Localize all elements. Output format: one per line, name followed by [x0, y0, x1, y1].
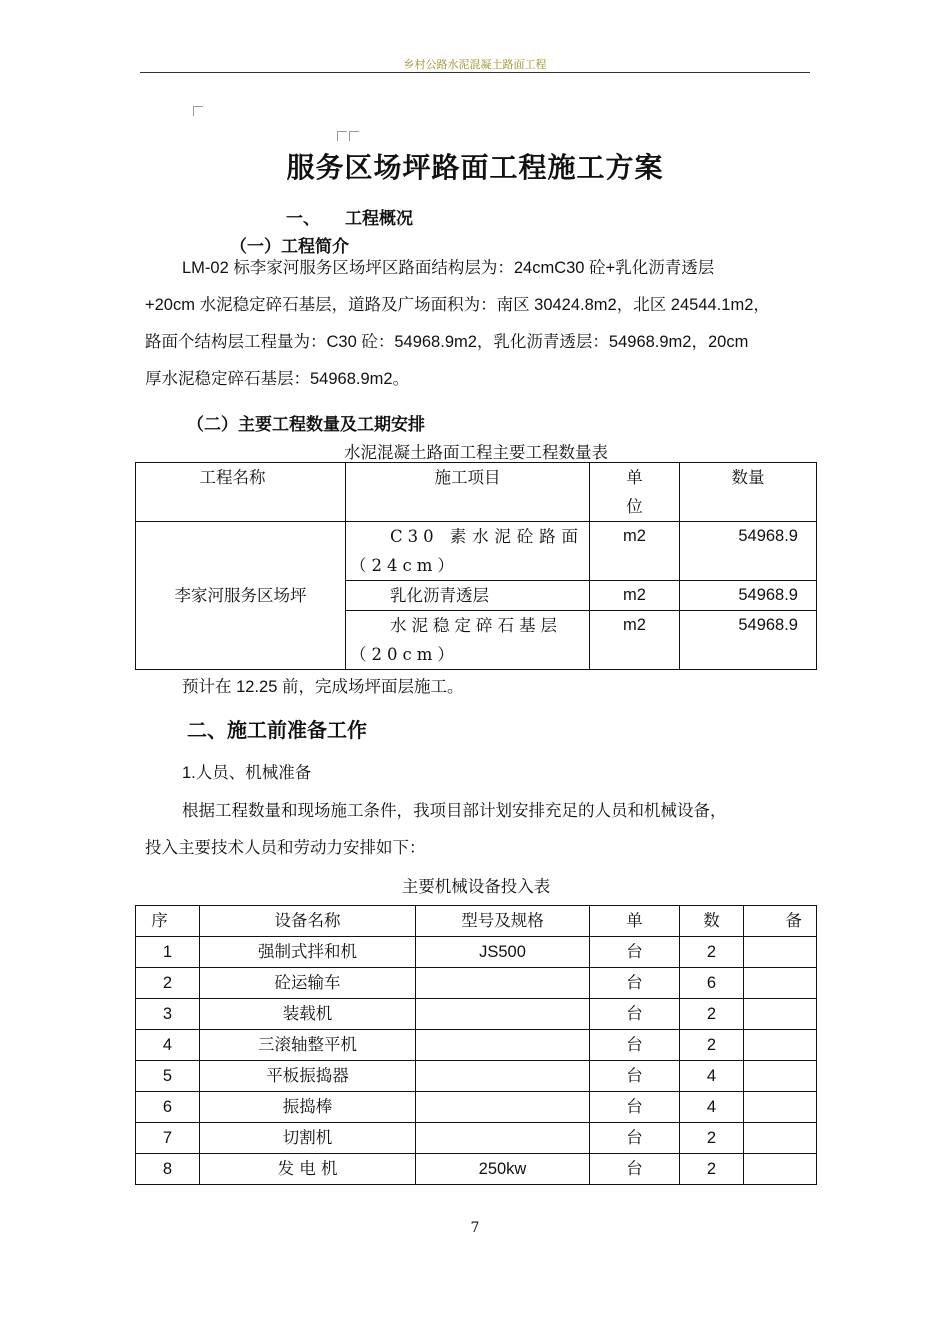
intro-line: 路面个结构层工程量为：C30 砼：54968.9m2，乳化沥青透层：54968.9m2，20cm — [145, 333, 749, 351]
table-row — [136, 1154, 817, 1185]
cell — [744, 999, 817, 1030]
intro-line: +20cm 水泥稳定碎石基层，道路及广场面积为：南区 30424.8m2，北区 24544.1m2， — [145, 296, 770, 314]
cell: 台 — [590, 1061, 680, 1092]
cell — [744, 1123, 817, 1154]
cell: 6 — [680, 968, 744, 999]
paragraph-line: 投入主要技术人员和劳动力安排如下： — [145, 838, 426, 857]
cell — [744, 1092, 817, 1123]
cell: 强制式拌和机 — [200, 937, 416, 968]
table-header-row — [136, 463, 817, 522]
unit-cell: m2 — [590, 611, 680, 670]
corner-mark — [349, 131, 359, 141]
cell — [744, 1030, 817, 1061]
cell: 8 — [136, 1154, 200, 1185]
table-row — [136, 968, 817, 999]
cell: 4 — [680, 1092, 744, 1123]
cell — [744, 937, 817, 968]
item-cell: C30 素水泥砼路面（24cm） — [346, 522, 590, 581]
cell — [416, 1092, 590, 1123]
group-cell: 李家河服务区场坪 — [136, 522, 346, 670]
corner-mark — [337, 131, 347, 141]
table-row — [136, 1061, 817, 1092]
item-cell: 水泥稳定碎石基层（20cm） — [346, 611, 590, 670]
cell — [416, 999, 590, 1030]
cell — [416, 1061, 590, 1092]
schedule-note: 预计在 12.25 前，完成场坪面层施工。 — [182, 678, 464, 696]
qty-cell: 54968.9 — [680, 611, 817, 670]
cell — [416, 1030, 590, 1061]
corner-mark — [193, 106, 203, 116]
table2-caption: 主要机械设备投入表 — [401, 877, 551, 896]
cell: 2 — [680, 937, 744, 968]
section2-sub1: 1.人员、机械准备 — [182, 764, 312, 782]
cell: 台 — [590, 1092, 680, 1123]
cell: 4 — [136, 1030, 200, 1061]
cell — [416, 1123, 590, 1154]
table-row — [136, 1092, 817, 1123]
table-row — [136, 999, 817, 1030]
section1-sub2: （二）主要工程数量及工期安排 — [187, 415, 425, 435]
cell: 7 — [136, 1123, 200, 1154]
cell: 5 — [136, 1061, 200, 1092]
table-header-cell: 施工项目 — [346, 463, 590, 522]
table-header-cell: 工程名称 — [136, 463, 346, 522]
cell: 2 — [680, 1030, 744, 1061]
table-row — [136, 937, 817, 968]
cell — [744, 1154, 817, 1185]
cell: 砼运输车 — [200, 968, 416, 999]
paragraph-line: 根据工程数量和现场施工条件，我项目部计划安排充足的人员和机械设备， — [182, 801, 727, 820]
table-header-cell: 数量 — [680, 463, 817, 522]
section2-paragraph — [145, 792, 810, 866]
cell: 发 电 机 — [200, 1154, 416, 1185]
cell: 2 — [680, 1154, 744, 1185]
cell: 1 — [136, 937, 200, 968]
table-row — [136, 1030, 817, 1061]
cell: 台 — [590, 968, 680, 999]
table-header-cell: 备 — [744, 906, 817, 937]
equipment-table — [135, 905, 817, 1185]
table-header-cell: 型号及规格 — [416, 906, 590, 937]
cell: 三滚轴整平机 — [200, 1030, 416, 1061]
section1-sub1: （一）工程简介 — [230, 237, 349, 257]
item-cell: 乳化沥青透层 — [346, 581, 590, 611]
cell: 4 — [680, 1061, 744, 1092]
cell — [416, 968, 590, 999]
table-header-cell: 序 — [136, 906, 200, 937]
section2-heading: 二、施工前准备工作 — [187, 718, 367, 742]
cell: JS500 — [416, 937, 590, 968]
section1-heading: 工程概况 — [345, 209, 413, 229]
cell: 3 — [136, 999, 200, 1030]
qty-cell: 54968.9 — [680, 581, 817, 611]
cell — [744, 968, 817, 999]
quantity-table — [135, 462, 817, 670]
cell: 台 — [590, 1123, 680, 1154]
intro-line: LM-02 标李家河服务区场坪区路面结构层为：24cmC30 砼+乳化沥青透层 — [182, 259, 715, 277]
table-header-row — [136, 906, 817, 937]
section1-heading-num: 一、 — [286, 209, 320, 229]
unit-cell: m2 — [590, 522, 680, 581]
cell: 250kw — [416, 1154, 590, 1185]
cell: 2 — [680, 1123, 744, 1154]
cell: 6 — [136, 1092, 200, 1123]
cell: 台 — [590, 937, 680, 968]
table-header-cell: 单 — [590, 906, 680, 937]
cell: 台 — [590, 999, 680, 1030]
table1-caption: 水泥混凝土路面工程主要工程数量表 — [344, 443, 608, 462]
page-header-text: 乡村公路水泥混凝土路面工程 — [403, 58, 547, 71]
cell: 台 — [590, 1030, 680, 1061]
table-row — [136, 522, 817, 581]
qty-cell: 54968.9 — [680, 522, 817, 581]
table-header-cell: 设备名称 — [200, 906, 416, 937]
intro-paragraph — [145, 250, 810, 398]
table-header-cell: 单位 — [590, 463, 680, 522]
cell: 平板振捣器 — [200, 1061, 416, 1092]
page-title: 服务区场坪路面工程施工方案 — [286, 151, 664, 184]
cell: 台 — [590, 1154, 680, 1185]
page-number: 7 — [470, 1220, 480, 1236]
cell: 振捣棒 — [200, 1092, 416, 1123]
cell: 切割机 — [200, 1123, 416, 1154]
unit-cell: m2 — [590, 581, 680, 611]
cell: 2 — [680, 999, 744, 1030]
table-row — [136, 1123, 817, 1154]
cell: 装载机 — [200, 999, 416, 1030]
table-header-cell: 数 — [680, 906, 744, 937]
cell — [744, 1061, 817, 1092]
intro-line: 厚水泥稳定碎石基层：54968.9m2。 — [145, 370, 410, 388]
cell: 2 — [136, 968, 200, 999]
header-rule — [140, 72, 810, 73]
